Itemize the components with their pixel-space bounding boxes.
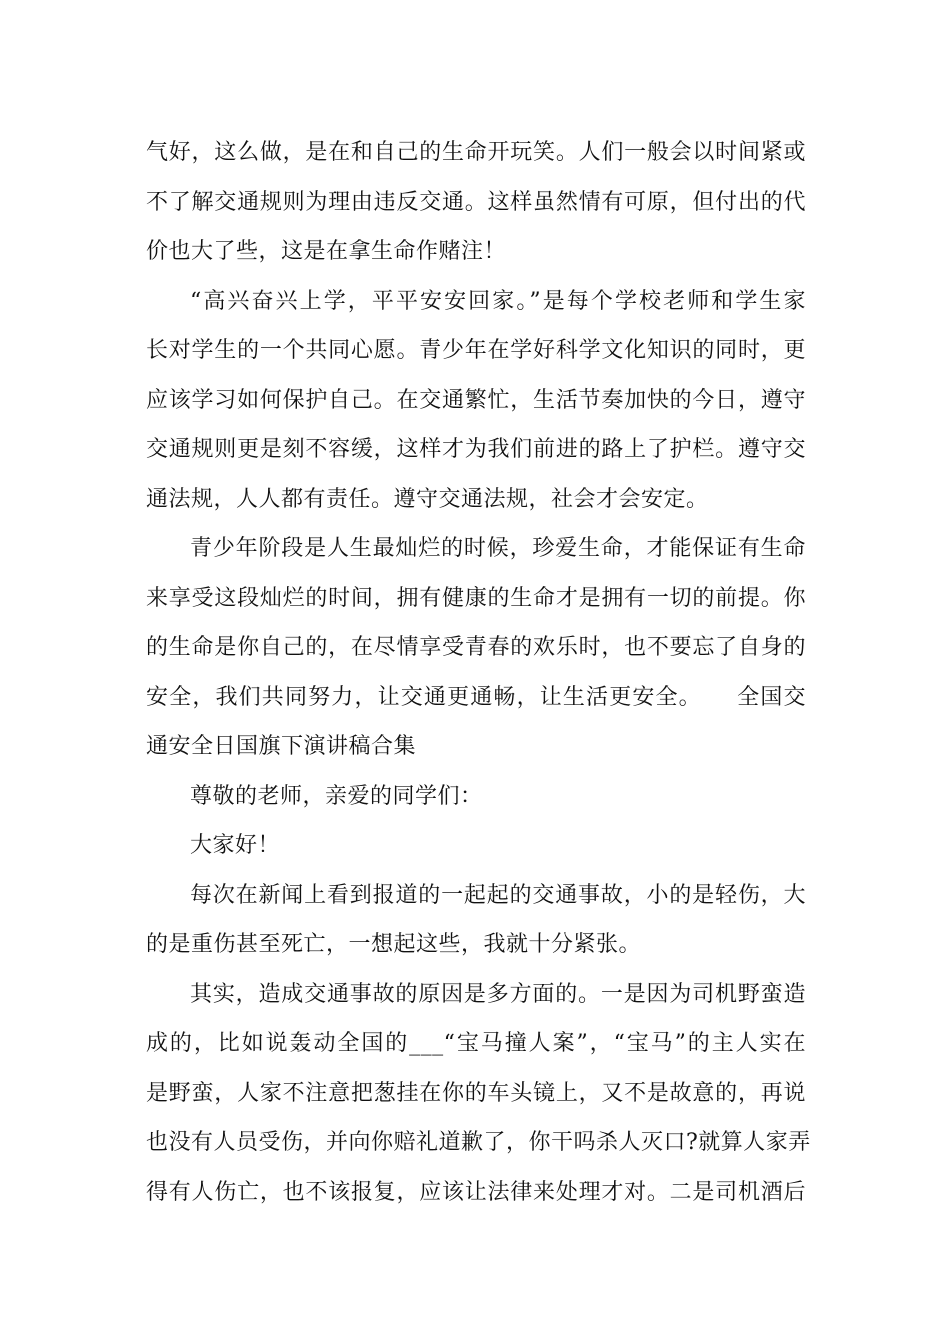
text-line: 不了解交通规则为理由违反交通。这样虽然情有可原，但付出的代 <box>146 189 806 215</box>
text-line: 应该学习如何保护自己。在交通繁忙，生活节奏加快的今日，遵守 <box>146 387 806 413</box>
text-line: 气好，这么做，是在和自己的生命开玩笑。人们一般会以时间紧或 <box>146 140 806 165</box>
text-line: 得有人伤亡，也不该报复，应该让法律来处理才对。二是司机酒后 <box>146 1179 806 1205</box>
text-line: 安全，我们共同努力，让交通更通畅，让生活更安全。 全国交 <box>146 684 806 710</box>
text-line: 通法规，人人都有责任。遵守交通法规，社会才会安定。 <box>146 486 709 512</box>
paragraph-first-line: 其实，造成交通事故的原因是多方面的。一是因为司机野蛮造 <box>190 981 806 1007</box>
text-line: 价也大了些，这是在拿生命作赌注！ <box>146 239 507 264</box>
paragraph-first-line: 每次在新闻上看到报道的一起起的交通事故，小的是轻伤，大 <box>190 882 806 908</box>
text-line: 的是重伤甚至死亡，一想起这些，我就十分紧张。 <box>146 932 642 957</box>
greeting: 大家好！ <box>190 833 281 858</box>
paragraph-first-line: 青少年阶段是人生最灿烂的时候，珍爱生命，才能保证有生命 <box>190 536 806 561</box>
text-line: 的生命是你自己的，在尽情享受青春的欢乐时，也不要忘了自身的 <box>146 635 806 660</box>
text-line: 是野蛮，人家不注意把葱挂在你的车头镜上，又不是故意的，再说 <box>146 1080 806 1106</box>
text-line: 交通规则更是刻不容缓，这样才为我们前进的路上了护栏。遵守交 <box>146 437 806 462</box>
paragraph-first-line: “高兴奋兴上学，平平安安回家。”是每个学校老师和学生家 <box>190 288 806 314</box>
text-line: 长对学生的一个共同心愿。青少年在学好科学文化知识的同时，更 <box>146 338 806 363</box>
salutation: 尊敬的老师，亲爱的同学们： <box>190 783 483 809</box>
text-line: 来享受这段灿烂的时间，拥有健康的生命才是拥有一切的前提。你 <box>146 585 806 611</box>
text-line: 成的，比如说轰动全国的___“宝马撞人案”，“宝马”的主人实在 <box>146 1031 806 1056</box>
text-line: 也没有人员受伤，并向你赔礼道歉了，你干吗杀人灭口?就算人家弄 <box>146 1130 811 1155</box>
document-body <box>146 128 811 1217</box>
text-line: 通安全日国旗下演讲稿合集 <box>146 734 417 759</box>
